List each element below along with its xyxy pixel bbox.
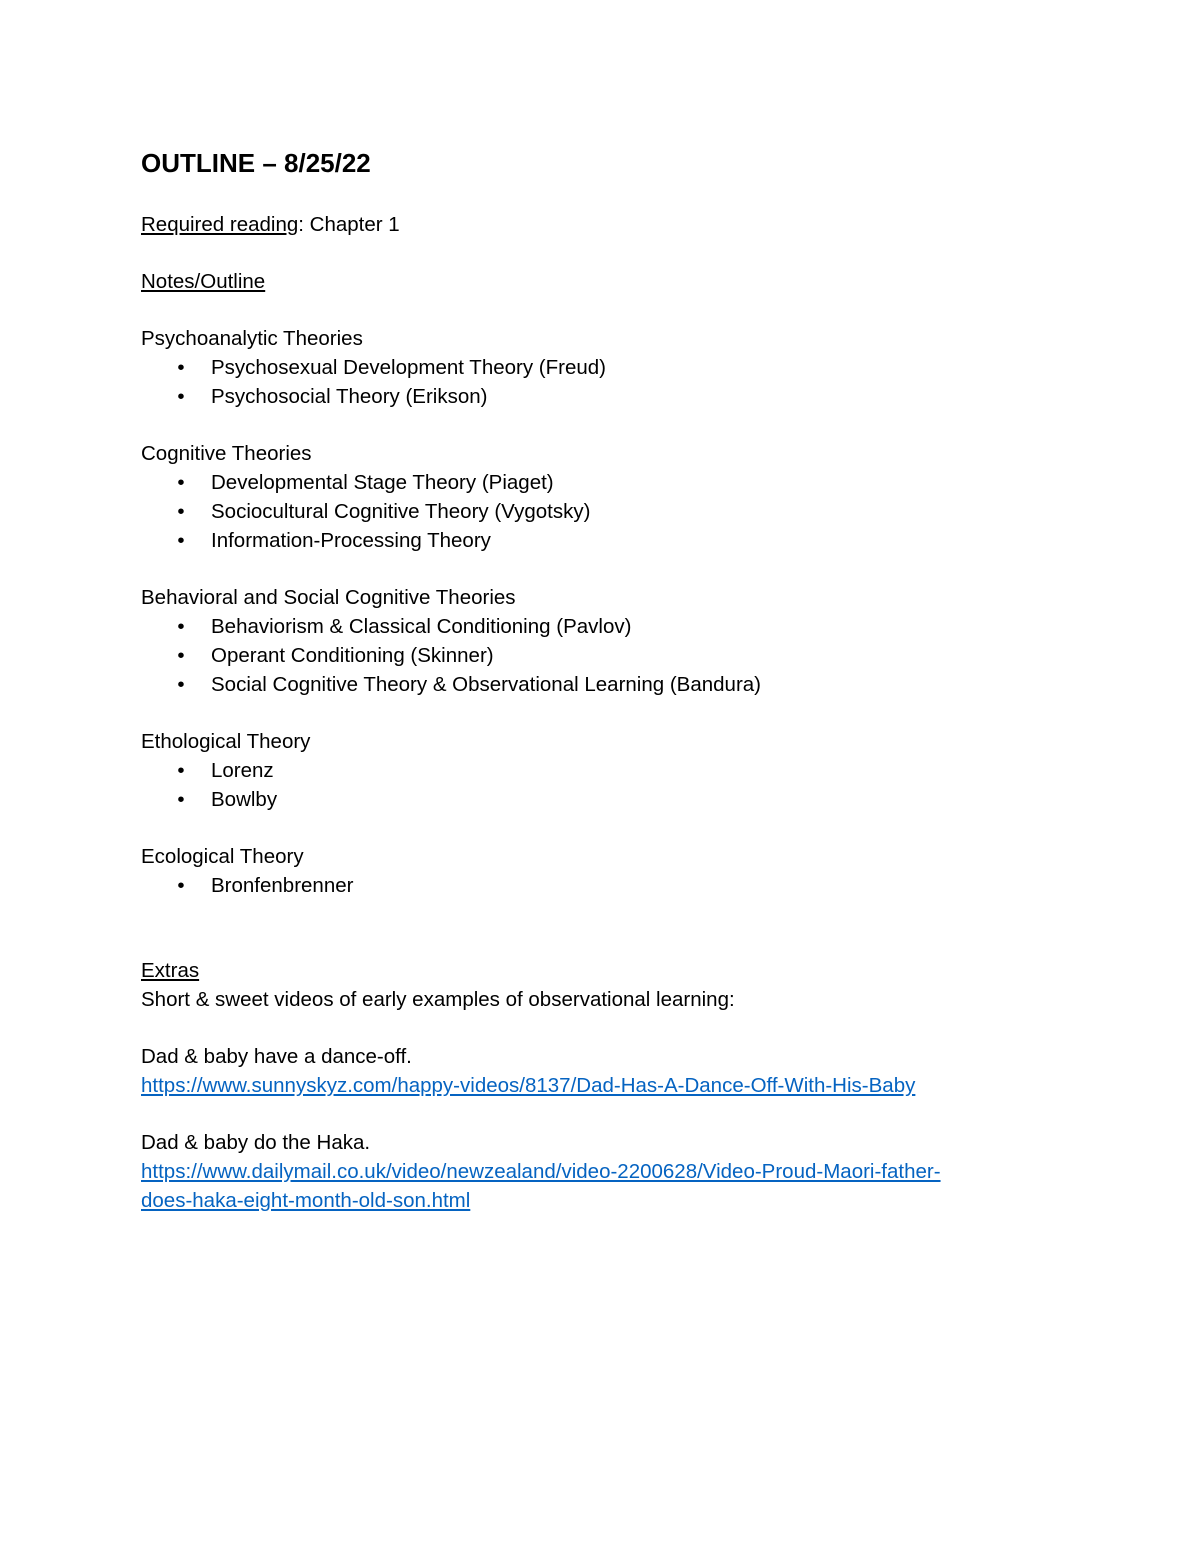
list-item-text: Sociocultural Cognitive Theory (Vygotsky) — [211, 500, 591, 523]
list-item — [141, 612, 1041, 641]
video-link[interactable]: https://www.sunnyskyz.com/happy-videos/8137/Dad-Has-A-Dance-Off-With-His-Baby — [141, 1074, 916, 1097]
spacer — [141, 1014, 1041, 1042]
page-title: OUTLINE – 8/25/22 — [141, 148, 371, 178]
list-item — [141, 468, 1041, 497]
list-item — [141, 756, 1041, 785]
bullet-icon: • — [177, 471, 185, 494]
spacer — [141, 411, 1041, 439]
bullet-icon: • — [177, 356, 185, 379]
list-item — [141, 641, 1041, 670]
spacer — [141, 555, 1041, 583]
list-item-text: Behaviorism & Classical Conditioning (Pavlov) — [211, 615, 632, 638]
section-heading: Psychoanalytic Theories — [141, 327, 363, 350]
section-heading: Cognitive Theories — [141, 442, 312, 465]
spacer — [141, 239, 1041, 267]
required-reading-line — [141, 210, 1041, 239]
video-link-line — [141, 1071, 1041, 1100]
video-link-line — [141, 1186, 1041, 1215]
list-item — [141, 670, 1041, 699]
list-item-text: Lorenz — [211, 759, 274, 782]
video-link-line — [141, 1157, 1041, 1186]
theory-section — [141, 842, 1041, 900]
theory-section — [141, 727, 1041, 814]
bullet-list — [141, 353, 1041, 411]
bullet-icon: • — [177, 788, 185, 811]
required-reading-label: Required reading — [141, 213, 299, 236]
bullet-icon: • — [177, 615, 185, 638]
bullet-icon: • — [177, 529, 185, 552]
bullet-list — [141, 468, 1041, 555]
bullet-list — [141, 871, 1041, 900]
list-item-text: Operant Conditioning (Skinner) — [211, 644, 494, 667]
list-item-text: Psychosexual Development Theory (Freud) — [211, 356, 606, 379]
extras-heading: Extras — [141, 959, 200, 982]
theory-section — [141, 583, 1041, 699]
spacer — [141, 928, 1041, 956]
video-caption: Dad & baby do the Haka. — [141, 1131, 371, 1154]
bullet-icon: • — [177, 673, 185, 696]
bullet-list — [141, 612, 1041, 699]
document-body — [141, 143, 1041, 1215]
section-heading: Ecological Theory — [141, 845, 304, 868]
list-item-text: Information-Processing Theory — [211, 529, 491, 552]
list-item-text: Psychosocial Theory (Erikson) — [211, 385, 488, 408]
section-heading: Behavioral and Social Cognitive Theories — [141, 586, 516, 609]
theory-section — [141, 439, 1041, 555]
spacer — [141, 900, 1041, 928]
bullet-icon: • — [177, 385, 185, 408]
list-item — [141, 785, 1041, 814]
bullet-icon: • — [177, 759, 185, 782]
list-item — [141, 526, 1041, 555]
theory-section — [141, 324, 1041, 411]
extras-intro: Short & sweet videos of early examples of observational learning: — [141, 988, 735, 1011]
spacer — [141, 814, 1041, 842]
bullet-list — [141, 756, 1041, 814]
list-item-text: Developmental Stage Theory (Piaget) — [211, 471, 554, 494]
spacer — [141, 296, 1041, 324]
list-item-text: Bronfenbrenner — [211, 874, 354, 897]
video-link-continued[interactable]: does-haka-eight-month-old-son.html — [141, 1189, 471, 1212]
list-item — [141, 353, 1041, 382]
list-item — [141, 871, 1041, 900]
video-link[interactable]: https://www.dailymail.co.uk/video/newzealand/video-2200628/Video-Proud-Maori-father- — [141, 1160, 941, 1183]
extras-section — [141, 956, 1041, 1215]
bullet-icon: • — [177, 644, 185, 667]
required-reading-value: : Chapter 1 — [298, 213, 400, 236]
bullet-icon: • — [177, 500, 185, 523]
list-item — [141, 382, 1041, 411]
notes-heading: Notes/Outline — [141, 270, 266, 293]
list-item — [141, 497, 1041, 526]
section-heading: Ethological Theory — [141, 730, 311, 753]
list-item-text: Bowlby — [211, 788, 278, 811]
spacer — [141, 1100, 1041, 1128]
spacer — [141, 699, 1041, 727]
video-caption: Dad & baby have a dance-off. — [141, 1045, 412, 1068]
bullet-icon: • — [177, 874, 185, 897]
list-item-text: Social Cognitive Theory & Observational Learning (Bandura) — [211, 673, 762, 696]
